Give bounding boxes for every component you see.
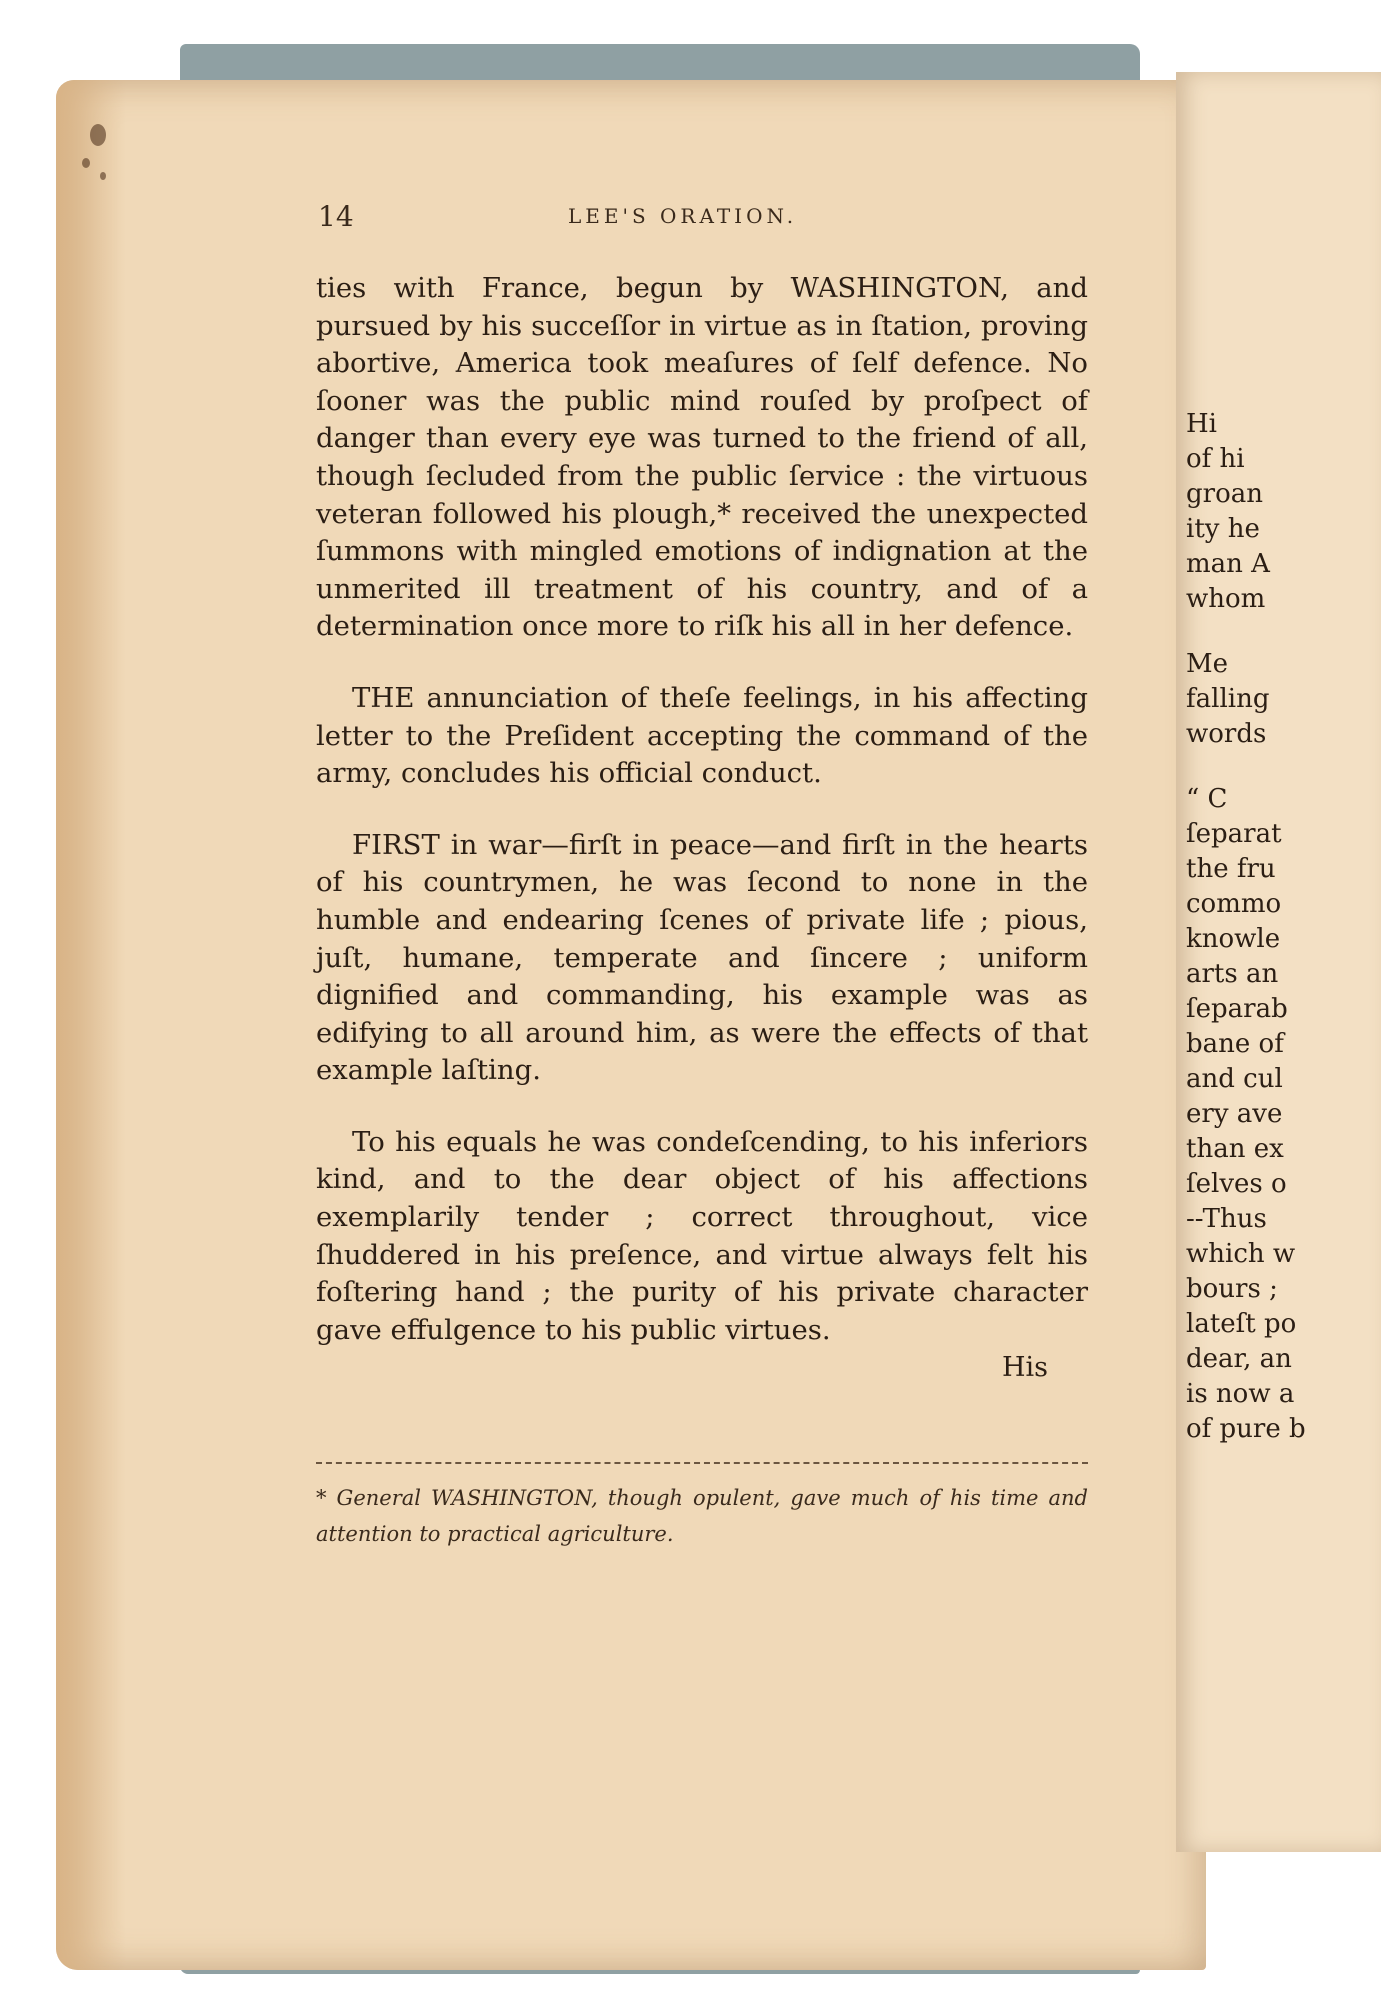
- right-line: commo: [1186, 889, 1282, 919]
- paragraph-gap: [1186, 752, 1381, 782]
- page-number: 14: [318, 200, 354, 233]
- paragraph: ties with France, begun by WASHINGTON, and pursued by his succeſſor in virtue as in ſtation, proving abortive, America took meaſures of ſelf defence. No ſooner was the public mind rouſed by proſpect of danger than every eye was turned to the friend of all, though ſecluded from the public ſervice : the virtuous veteran followed his plough,* received the unexpected ſummons with mingled emotions of indignation at the unmerited ill treatment of his country, and of a determination once more to riſk his all in her defence.: [316, 272, 1088, 643]
- body-text: [316, 270, 1088, 1387]
- right-line: of hi: [1186, 444, 1245, 474]
- paragraph: FIRST in war—firſt in peace—and firſt in the hearts of his countrymen, he was ſecond to none in the humble and endearing ſcenes of private life ; pious, juſt, humane, temperate and ſincere ; uniform dignified and commanding, his example was as edifying to all around him, as were the effects of that example laſting.: [316, 828, 1088, 1087]
- right-line: words: [1186, 719, 1267, 749]
- right-line: knowle: [1186, 924, 1281, 954]
- running-title: LEE'S ORATION.: [568, 204, 798, 228]
- ink-stain: [100, 172, 106, 180]
- right-line: falling: [1186, 684, 1270, 714]
- right-page: [1176, 72, 1381, 1852]
- right-line: of pure b: [1186, 1414, 1306, 1444]
- right-line: man A: [1186, 549, 1270, 579]
- paragraph-gap: [1186, 617, 1381, 647]
- right-line: Me: [1186, 649, 1229, 679]
- right-line: --Thus: [1186, 1204, 1267, 1234]
- right-line: ity he: [1186, 514, 1260, 544]
- right-line: ſeparat: [1186, 819, 1282, 849]
- right-line: the fru: [1186, 854, 1276, 884]
- right-page-text: [1186, 407, 1381, 1447]
- right-line: is now a: [1186, 1379, 1295, 1409]
- paragraph: THE annunciation of theſe feelings, in his affecting letter to the Preſident accepting the command of the army, concludes his official conduct.: [316, 681, 1088, 790]
- right-line: “ C: [1186, 784, 1228, 814]
- right-line: Hi: [1186, 409, 1217, 439]
- footnote: * General WASHINGTON, though opulent, gave much of his time and attention to practical agriculture.: [316, 1486, 1088, 1546]
- page-header: [318, 200, 1088, 240]
- right-line: groan: [1186, 479, 1263, 509]
- right-line: lateſt po: [1186, 1309, 1297, 1339]
- right-line: ſelves o: [1186, 1169, 1287, 1199]
- right-line: which w: [1186, 1239, 1296, 1269]
- paragraph: To his equals he was condeſcending, to his inferiors kind, and to the dear object of his affections exemplarily tender ; correct throughout, vice ſhuddered in his preſence, and virtue always felt his foſtering hand ; the purity of his private character gave effulgence to his public virtues.: [316, 1125, 1088, 1346]
- right-line: arts an: [1186, 959, 1279, 989]
- right-line: and cul: [1186, 1064, 1283, 1094]
- right-line: ery ave: [1186, 1099, 1283, 1129]
- ink-stain: [82, 158, 90, 168]
- right-line: than ex: [1186, 1134, 1284, 1164]
- footnote-rule: [316, 1462, 1088, 1464]
- right-line: dear, an: [1186, 1344, 1292, 1374]
- ink-stain: [90, 124, 106, 146]
- right-line: bours ;: [1186, 1274, 1278, 1304]
- right-line: ſeparab: [1186, 994, 1288, 1024]
- right-line: bane of: [1186, 1029, 1284, 1059]
- right-line: whom: [1186, 584, 1266, 614]
- catchword: His: [1001, 1352, 1048, 1384]
